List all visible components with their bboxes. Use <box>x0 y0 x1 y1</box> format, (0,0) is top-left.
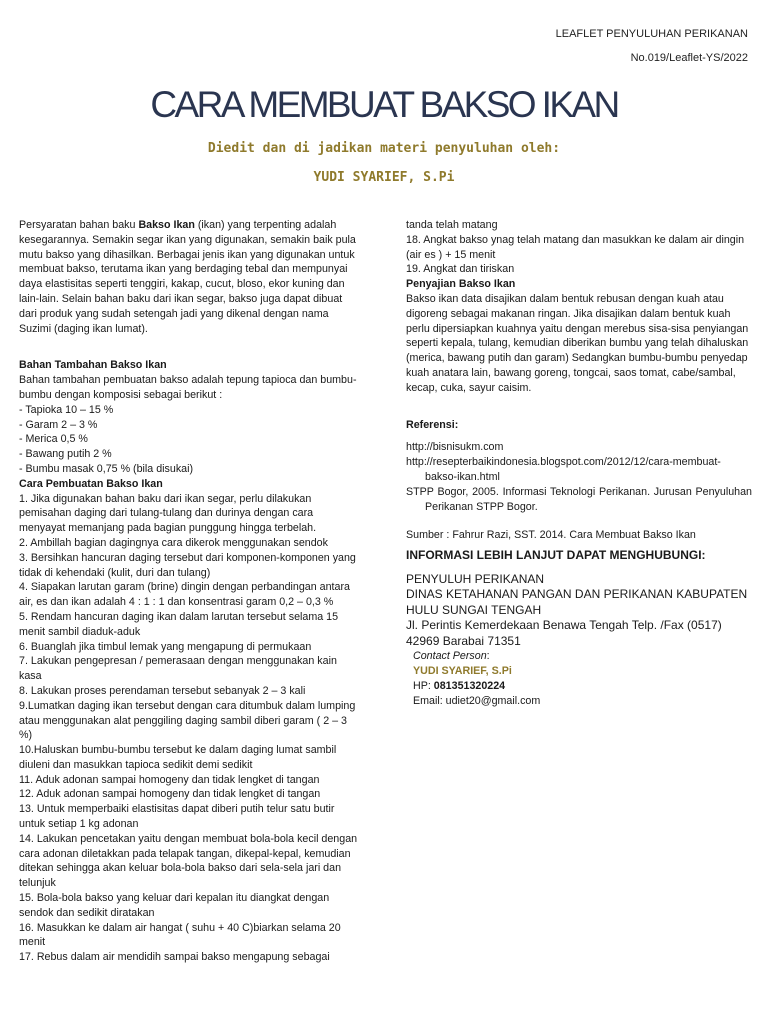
leaflet-label: LEAFLET PENYULUHAN PERIKANAN <box>555 28 748 40</box>
step: 4. Siapakan larutan garam (brine) dingin dengan perbandingan antara air, es dan ikan adalah 4 : 1 : 1 dan konsentrasi garam 0,2 – 0,3 % <box>19 581 350 609</box>
step: 17. Rebus dalam air mendidih sampai bakso mengapung sebagai <box>19 951 330 964</box>
bahan-item: - Tapioka 10 – 15 % <box>19 403 114 416</box>
org-name: PENYULUH PERIKANAN <box>406 571 545 586</box>
step: 14. Lakukan pencetakan yaitu dengan membuat bola-bola kecil dengan cara adonan diletakkan pada telapak tangan, dikepal-kepal, kemudian ditekan sehingga akan keluar bola-bola bakso dari sela-sela jari dan telunjuk <box>19 832 358 890</box>
contact-label: Contact Person <box>413 650 487 663</box>
bahan-heading: Bahan Tambahan Bakso Ikan <box>19 359 167 372</box>
step: 18. Angkat bakso ynag telah matang dan masukkan ke dalam air dingin (air es ) + 15 menit <box>406 233 745 261</box>
bahan-item: - Bumbu masak 0,75 % (bila disukai) <box>19 462 194 475</box>
contact-phone: 081351320224 <box>433 680 506 693</box>
right-column <box>406 218 752 709</box>
reference-item: http://bisnisukm.com <box>406 441 504 454</box>
leaflet-number: No.019/Leaflet-YS/2022 <box>630 52 748 64</box>
step: 9.Lumatkan daging ikan tersebut dengan cara ditumbuk dalam lumping atau menggunakan alat penggiling daging sambil diberi garam ( 2 – 3 %) <box>19 699 356 742</box>
intro-paragraph: Persyaratan bahan baku Bakso Ikan (ikan) yang terpenting adalah kesegarannya. Semakin segar ikan yang digunakan, semakin baik pula mutu bakso yang dihasilkan. Berbagai jenis ikan yang digunakan untuk membuat bakso, terutama ikan yang berdaging tebal dan mempunyai daya elastisitas seperti tenggiri, kakap, cucut, bloso, ekor kuning dan lain-lain. Selain bahan baku dari ikan segar, bakso juga dapat dibuat dari produk yang sudah setengah jadi yang dikenal dengan nama Suzimi (daging ikan lumat). <box>19 219 356 335</box>
info-heading: INFORMASI LEBIH LANJUT DAPAT MENGHUBUNGI: <box>406 548 706 563</box>
penyajian-text: Bakso ikan data disajikan dalam bentuk rebusan dengan kuah atau digoreng sebagai makanan ringan. Jika disajikan dalam bentuk kuah perlu dipersiapkan kuahnya yaitu dengan merebus sisa-sisa penyiangan seperti kepala, tulang, kemudian diberikan bumbu yang telah dihaluskan (merica, bawang putih dan garam) Sedangkan bumbu-bumbu penyedap kuah anatara lain, bawang goreng, tongcai, saos tomat, cabe/sambal, kecap, cuka, sayur caisim. <box>406 292 749 394</box>
page-title: CARA MEMBUAT BAKSO IKAN <box>150 84 618 125</box>
source-line: Sumber : Fahrur Razi, SST. 2014. Cara Membuat Bakso Ikan <box>406 529 696 542</box>
bahan-item: - Bawang putih 2 % <box>19 448 112 461</box>
editor-note: Diedit dan di jadikan materi penyuluhan oleh: <box>207 141 561 156</box>
step: 16. Masukkan ke dalam air hangat ( suhu + 40 C)biarkan selama 20 menit <box>19 921 341 949</box>
org-department: DINAS KETAHANAN PANGAN DAN PERIKANAN KABUPATEN HULU SUNGAI TENGAH <box>406 587 748 617</box>
contact-block: Contact Person: YUDI SYARIEF, S.Pi HP: 081351320224 Email: udiet20@gmail.com <box>406 649 752 709</box>
step: 7. Lakukan pengepresan / pemerasaan dengan menggunakan kain kasa <box>19 655 337 683</box>
reference-item: http://resepterbaikindonesia.blogspot.com/2012/12/cara-membuat-bakso-ikan.html <box>406 456 721 483</box>
step: 6. Buanglah jika timbul lemak yang mengapung di permukaan <box>19 640 312 653</box>
step: tanda telah matang <box>406 219 498 231</box>
ref-heading: Referensi: <box>406 418 459 431</box>
step: 19. Angkat dan tiriskan <box>406 263 515 276</box>
bahan-text: Bahan tambahan pembuatan bakso adalah tepung tapioca dan bumbu-bumbu dengan komposisi sebagai berikut : <box>19 374 357 401</box>
intro-bold-term: Bakso Ikan <box>138 219 195 231</box>
left-column <box>19 218 361 965</box>
org-address: Jl. Perintis Kemerdekaan Benawa Tengah Telp. /Fax (0517) 42969 Barabai 71351 <box>406 618 722 648</box>
step: 2. Ambillah bagian dagingnya cara dikerok menggunakan sendok <box>19 536 328 549</box>
reference-item: STPP Bogor, 2005. Informasi Teknologi Perikanan. Jurusan Penyuluhan Perikanan STPP Bogor. <box>406 485 752 513</box>
contact-email: Email: udiet20@gmail.com <box>413 695 541 708</box>
step: 11. Aduk adonan sampai homogeny dan tidak lengket di tangan <box>19 773 320 786</box>
bahan-item: - Merica 0,5 % <box>19 433 88 446</box>
step: 1. Jika digunakan bahan baku dari ikan segar, perlu dilakukan pemisahan daging dari tulang-tulang dan durinya dengan cara menyayat memanjang pada bagian punggung hingga terbelah. <box>19 492 317 535</box>
penyajian-heading: Penyajian Bakso Ikan <box>406 278 516 291</box>
author-name: YUDI SYARIEF, S.Pi <box>313 170 455 185</box>
step: 12. Aduk adonan sampai homogeny dan tidak lengket di tangan <box>19 788 321 801</box>
step: 15. Bola-bola bakso yang keluar dari kepalan itu diangkat dengan sendok dan sedikit diratakan <box>19 892 330 919</box>
step: 3. Bersihkan hancuran daging tersebut dari komponen-komponen yang tidak di kehendaki (kulit, duri dan tulang) <box>19 551 356 579</box>
cara-heading: Cara Pembuatan Bakso Ikan <box>19 477 163 490</box>
step: 10.Haluskan bumbu-bumbu tersebut ke dalam daging lumat sambil diuleni dan masukkan tapioca sedikit demi sedikit <box>19 744 337 771</box>
bahan-item: - Garam 2 – 3 % <box>19 418 98 431</box>
contact-name: YUDI SYARIEF, S.Pi <box>413 665 512 678</box>
step: 13. Untuk memperbaiki elastisitas dapat diberi putih telur satu butir untuk setiap 1 kg adonan <box>19 803 335 831</box>
step: 8. Lakukan proses perendaman tersebut sebanyak 2 – 3 kali <box>19 684 306 697</box>
step: 5. Rendam hancuran daging ikan dalam larutan tersebut selama 15 menit sambil diaduk-aduk <box>19 610 339 638</box>
